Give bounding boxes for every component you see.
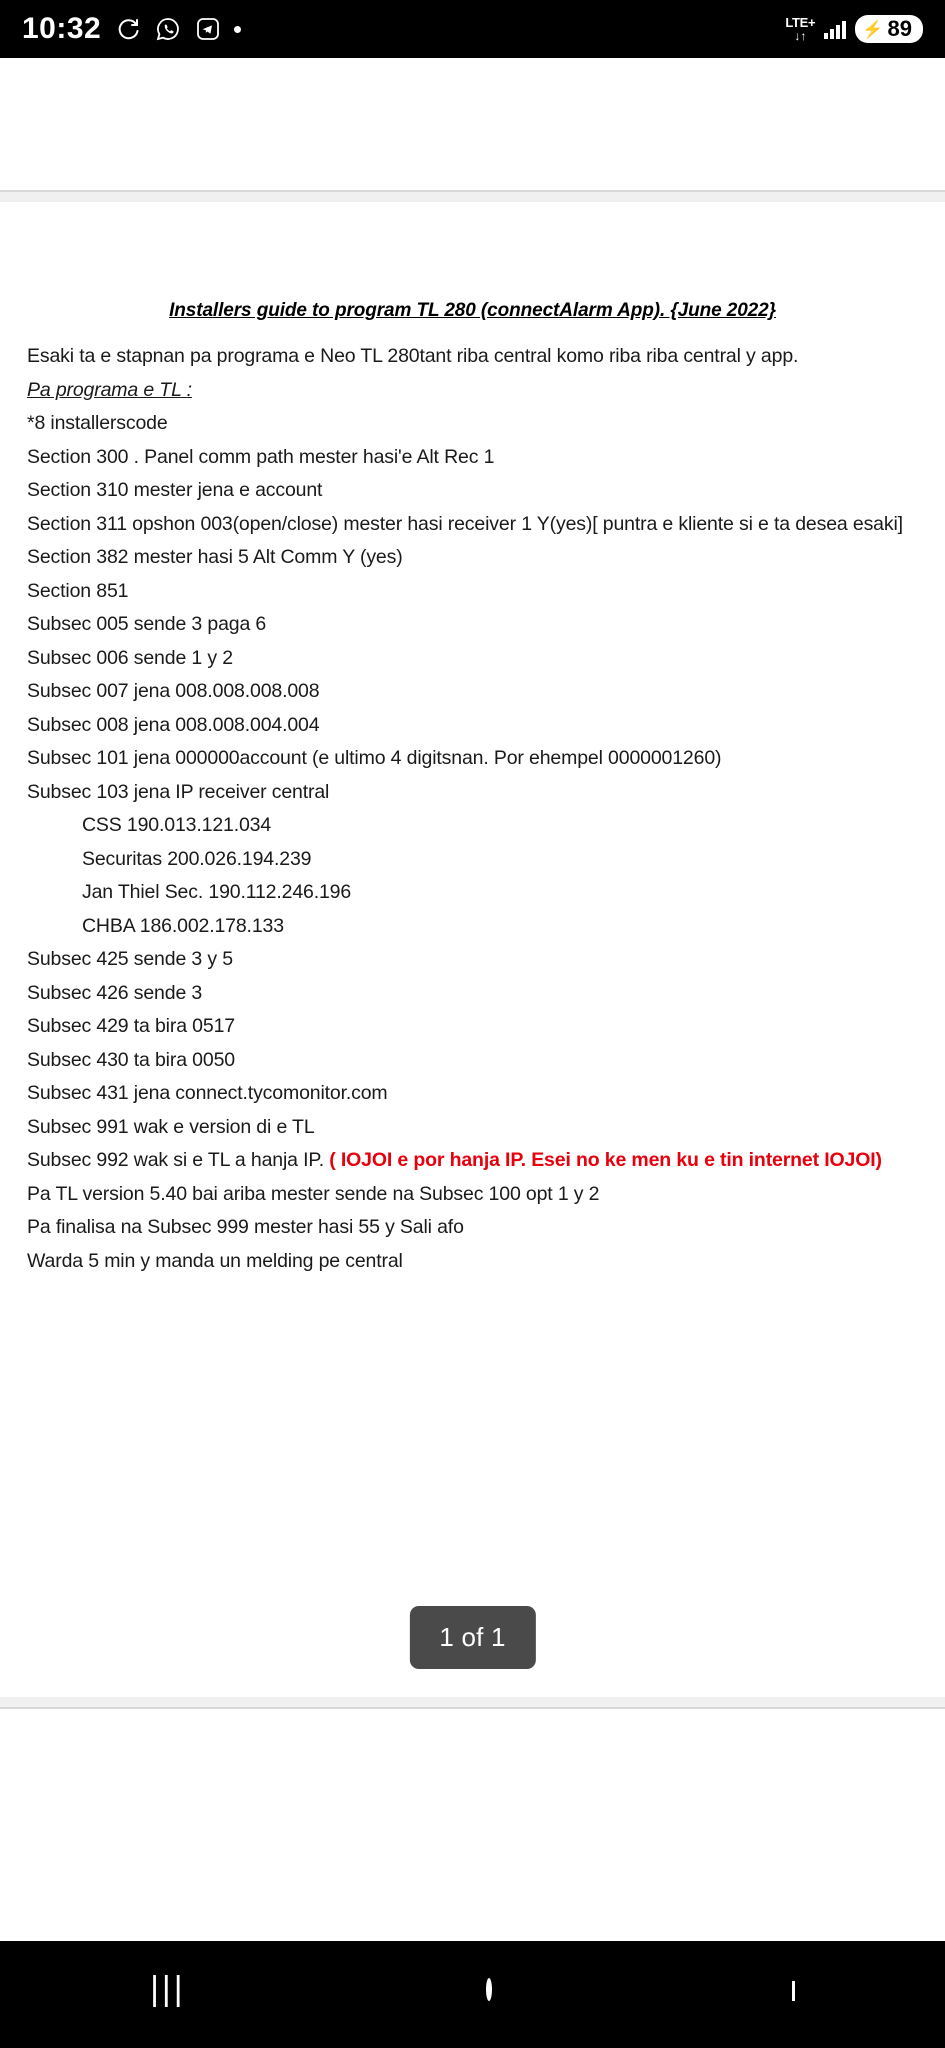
document-viewer[interactable] <box>0 58 945 1931</box>
document-line: Jan Thiel Sec. 190.112.246.196 <box>82 881 352 903</box>
recents-button[interactable]: ||| <box>150 1970 186 2008</box>
document-line: Pa programa e TL : <box>27 378 192 401</box>
document-line: Subsec 429 ta bira 0517 <box>27 1015 235 1037</box>
document-line: Subsec 101 jena 000000account (e ultimo 4 digitsnan. Por ehempel 0000001260) <box>27 747 722 769</box>
document-line: Section 382 mester hasi 5 Alt Comm Y (yes) <box>27 546 403 568</box>
document-line: Subsec 430 ta bira 0050 <box>27 1048 235 1071</box>
document-line: CSS 190.013.121.034 <box>82 814 272 836</box>
battery-charging-icon: ⚡ <box>862 19 884 39</box>
dot-icon <box>234 26 241 33</box>
document-line: CHBA 186.002.178.133 <box>82 914 284 937</box>
document-line: Subsec 425 sende 3 y 5 <box>27 948 233 970</box>
network-type-label: LTE+ <box>785 15 816 30</box>
document-line-warning: ( IOJOI e por hanja IP. Esei no ke men ku e tin internet IOJOI) <box>329 1149 882 1171</box>
battery-indicator <box>855 15 923 43</box>
document-line: Section 310 mester jena e account <box>27 479 323 501</box>
document-line: Subsec 005 sende 3 paga 6 <box>27 613 267 635</box>
status-bar-left <box>22 12 241 46</box>
document-line: Subsec 008 jena 008.008.004.004 <box>27 713 320 736</box>
viewer-top-blank <box>0 58 945 190</box>
document-line: Section 300 . Panel comm path mester hasi'e Alt Rec 1 <box>27 445 495 468</box>
home-circle-icon <box>486 1978 492 2001</box>
document-line: Warda 5 min y manda un melding pe central <box>27 1249 403 1272</box>
document-line: Subsec 103 jena IP receiver central <box>27 780 330 803</box>
signal-strength-icon <box>824 19 846 39</box>
document-line: Subsec 426 sende 3 <box>27 981 203 1004</box>
page-indicator: 1 of 1 <box>409 1606 535 1669</box>
document-line: Subsec 431 jena connect.tycomonitor.com <box>27 1082 388 1104</box>
document-page[interactable] <box>0 202 945 1697</box>
status-bar-right <box>785 15 923 43</box>
document-content <box>27 202 918 1278</box>
document-line: Pa finalisa na Subsec 999 mester hasi 55 y Sali afo <box>27 1216 464 1238</box>
document-line: Subsec 006 sende 1 y 2 <box>27 646 233 669</box>
back-chevron-icon <box>792 1981 795 2001</box>
system-navigation-bar <box>0 1931 945 2048</box>
network-arrows-icon: ↓↑ <box>794 29 807 43</box>
viewer-bottom-blank <box>0 1709 945 1941</box>
document-line-text: Subsec 992 wak si e TL a hanja IP. <box>27 1149 330 1171</box>
back-button[interactable] <box>792 1981 795 1999</box>
refresh-sync-icon <box>114 16 141 43</box>
document-line: Section 851 <box>27 579 129 602</box>
viewer-bottom-band <box>0 1697 945 1707</box>
document-line: Subsec 007 jena 008.008.008.008 <box>27 680 320 702</box>
document-line: Securitas 200.026.194.239 <box>82 847 312 870</box>
viewer-top-band <box>0 192 945 202</box>
whatsapp-icon <box>154 16 181 43</box>
battery-level-label: 89 <box>887 16 912 41</box>
status-clock: 10:32 <box>22 12 102 45</box>
document-line: Subsec 991 wak e version di e TL <box>27 1115 315 1138</box>
document-line: *8 installerscode <box>27 412 168 434</box>
status-bar <box>0 0 945 58</box>
document-title: Installers guide to program TL 280 (connectAlarm App). {June 2022} <box>169 300 776 321</box>
document-line: Esaki ta e stapnan pa programa e Neo TL 280tant riba central komo riba riba central y app. <box>27 345 799 367</box>
document-line: Pa TL version 5.40 bai ariba mester sende na Subsec 100 opt 1 y 2 <box>27 1182 600 1205</box>
home-button[interactable] <box>486 1981 492 1999</box>
document-line-highlighted <box>27 1144 918 1178</box>
telegram-icon <box>194 16 221 43</box>
network-type-indicator <box>785 16 815 42</box>
document-line: Section 311 opshon 003(open/close) mester hasi receiver 1 Y(yes)[ puntra e kliente si e ta desea esaki] <box>27 512 903 535</box>
